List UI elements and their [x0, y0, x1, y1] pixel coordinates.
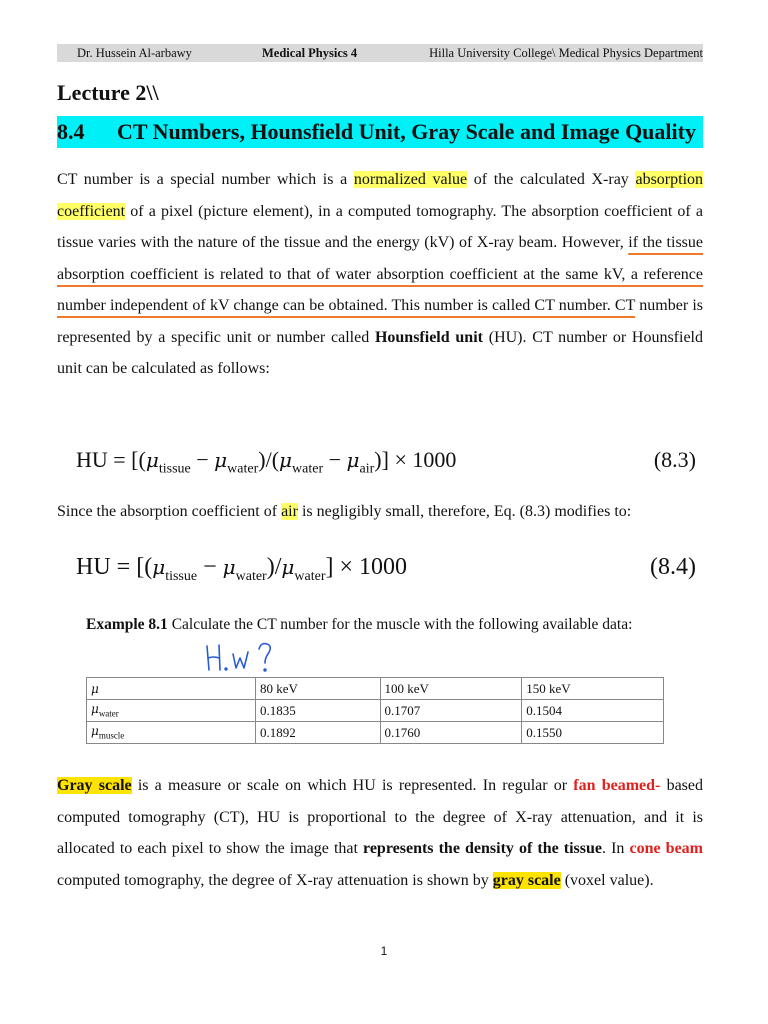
eq-text: )/ [266, 554, 282, 580]
header-course: Medical Physics 4 [262, 46, 358, 60]
mu-symbol: μ [346, 448, 360, 472]
table-cell: 0.1760 [380, 722, 522, 744]
eq-sub-tissue: tissue [165, 568, 198, 584]
eq-text: HU = [( [76, 447, 146, 472]
table-header-cell: 150 keV [522, 678, 664, 700]
mu-symbol: μ [222, 555, 236, 579]
bold-tissue-density: represents the density of the tissue [363, 840, 603, 857]
eq-text: − [323, 447, 347, 472]
eq-text: )/( [258, 447, 280, 472]
table-header-row [87, 678, 664, 700]
text-run: of the calculated X-ray [467, 171, 636, 188]
red-fan-beamed: fan beamed- [573, 777, 661, 794]
paragraph-air [57, 503, 631, 521]
highlight-absorption-coefficient: absorption coefficient [57, 171, 704, 220]
mu-symbol: μ [91, 724, 99, 739]
equation-8-4 [76, 554, 696, 585]
eq-text: )] × 1000 [374, 447, 457, 472]
eq-text: ] × 1000 [325, 554, 408, 580]
text-run: based computed tomography (CT), HU is proportional to the degree of X-ray attenuation, and it is allocated to each pixel to show the image that [57, 777, 703, 857]
paragraph-ct-number [57, 164, 703, 385]
eq-text: − [197, 554, 223, 580]
equation-tag: (8.4) [650, 554, 696, 580]
text-run: . In [602, 840, 630, 857]
section-title: CT Numbers, Hounsfield Unit, Gray Scale and Image Quality [117, 119, 696, 144]
text-run: is a measure or scale on which HU is represented. In regular or [131, 777, 574, 794]
text-run: computed tomography, the degree of X-ray attenuation is shown by [57, 871, 493, 889]
page-number: 1 [380, 944, 388, 958]
text-run: (HU). CT number or Hounsfield unit can be calculated as follows: [57, 328, 704, 377]
table-cell: 0.1504 [522, 700, 664, 722]
table-mu-header: μ [87, 678, 256, 700]
example-text: Calculate the CT number for the muscle with the following available data: [167, 616, 633, 633]
table-cell: 0.1892 [256, 722, 381, 744]
red-cone-beam: cone beam [629, 840, 704, 857]
header-author: Dr. Hussein Al-arbawy [77, 46, 192, 60]
mu-symbol: μ [145, 448, 159, 472]
table-cell: 0.1707 [380, 700, 522, 722]
table-row-label [87, 700, 256, 722]
table-row-label [87, 722, 256, 744]
paragraph-gray-scale [57, 770, 703, 896]
highlight-air: air [281, 503, 298, 520]
attenuation-table [86, 677, 664, 744]
mu-symbol: μ [91, 702, 99, 717]
mu-symbol: μ [279, 448, 293, 472]
eq-text: − [190, 447, 215, 472]
highlight-normalized-value: normalized value [353, 171, 468, 188]
page-header [57, 44, 703, 62]
eq-sub-water: water [235, 568, 267, 584]
highlight-gray-scale: gray scale [492, 871, 561, 889]
text-run: Since the absorption coefficient of [57, 503, 282, 520]
table-row [87, 722, 664, 744]
mu-symbol: μ [152, 555, 166, 579]
row-sub-water: water [98, 708, 119, 719]
table-row [87, 700, 664, 722]
handwritten-note-text: H.w ? [203, 640, 206, 641]
section-number: 8.4 [57, 119, 85, 144]
eq-sub-tissue: tissue [158, 461, 191, 477]
text-run: number is represented by a specific unit or number called [57, 297, 703, 346]
eq-sub-water: water [294, 568, 326, 584]
table-cell: 0.1550 [522, 722, 664, 744]
table-header-cell: 100 keV [380, 678, 522, 700]
equation-8-3 [76, 447, 696, 477]
example-label: Example 8.1 [86, 616, 168, 633]
header-institution: Hilla University College\ Medical Physics Department [429, 46, 703, 60]
underlined-definition: if the tissue absorption coefficient is related to that of water absorption coefficient at the same kV, a reference number independent of kV change can be obtained. This number is called CT number. CT [57, 234, 704, 314]
example-8-1 [86, 614, 664, 635]
table-cell: 0.1835 [256, 700, 381, 722]
highlight-gray-scale: Gray scale [57, 777, 132, 794]
equation-tag: (8.3) [653, 447, 696, 472]
text-run: of a pixel (picture element), in a computed tomography. The absorption coefficient of a tissue varies with the nature of the tissue and the energy (kV) of X-ray beam. However, [57, 202, 703, 251]
handwritten-hw-note [203, 640, 281, 676]
section-heading [57, 116, 703, 148]
eq-sub-water: water [227, 461, 259, 477]
bold-hounsfield-unit: Hounsfield unit [374, 328, 483, 346]
mu-symbol: μ [214, 448, 228, 472]
text-run: (voxel value). [560, 871, 654, 889]
mu-symbol: μ [281, 555, 295, 579]
lecture-title: Lecture 2\\ [57, 80, 159, 105]
eq-sub-air: air [359, 461, 375, 477]
table-header-cell: 80 keV [256, 678, 381, 700]
eq-sub-water: water [292, 461, 324, 477]
row-sub-muscle: muscle [98, 730, 125, 741]
eq-text: HU = [( [76, 554, 153, 580]
text-run: CT number is a special number which is a [57, 171, 354, 188]
text-run: is negligibly small, therefore, Eq. (8.3) modifies to: [297, 503, 632, 520]
